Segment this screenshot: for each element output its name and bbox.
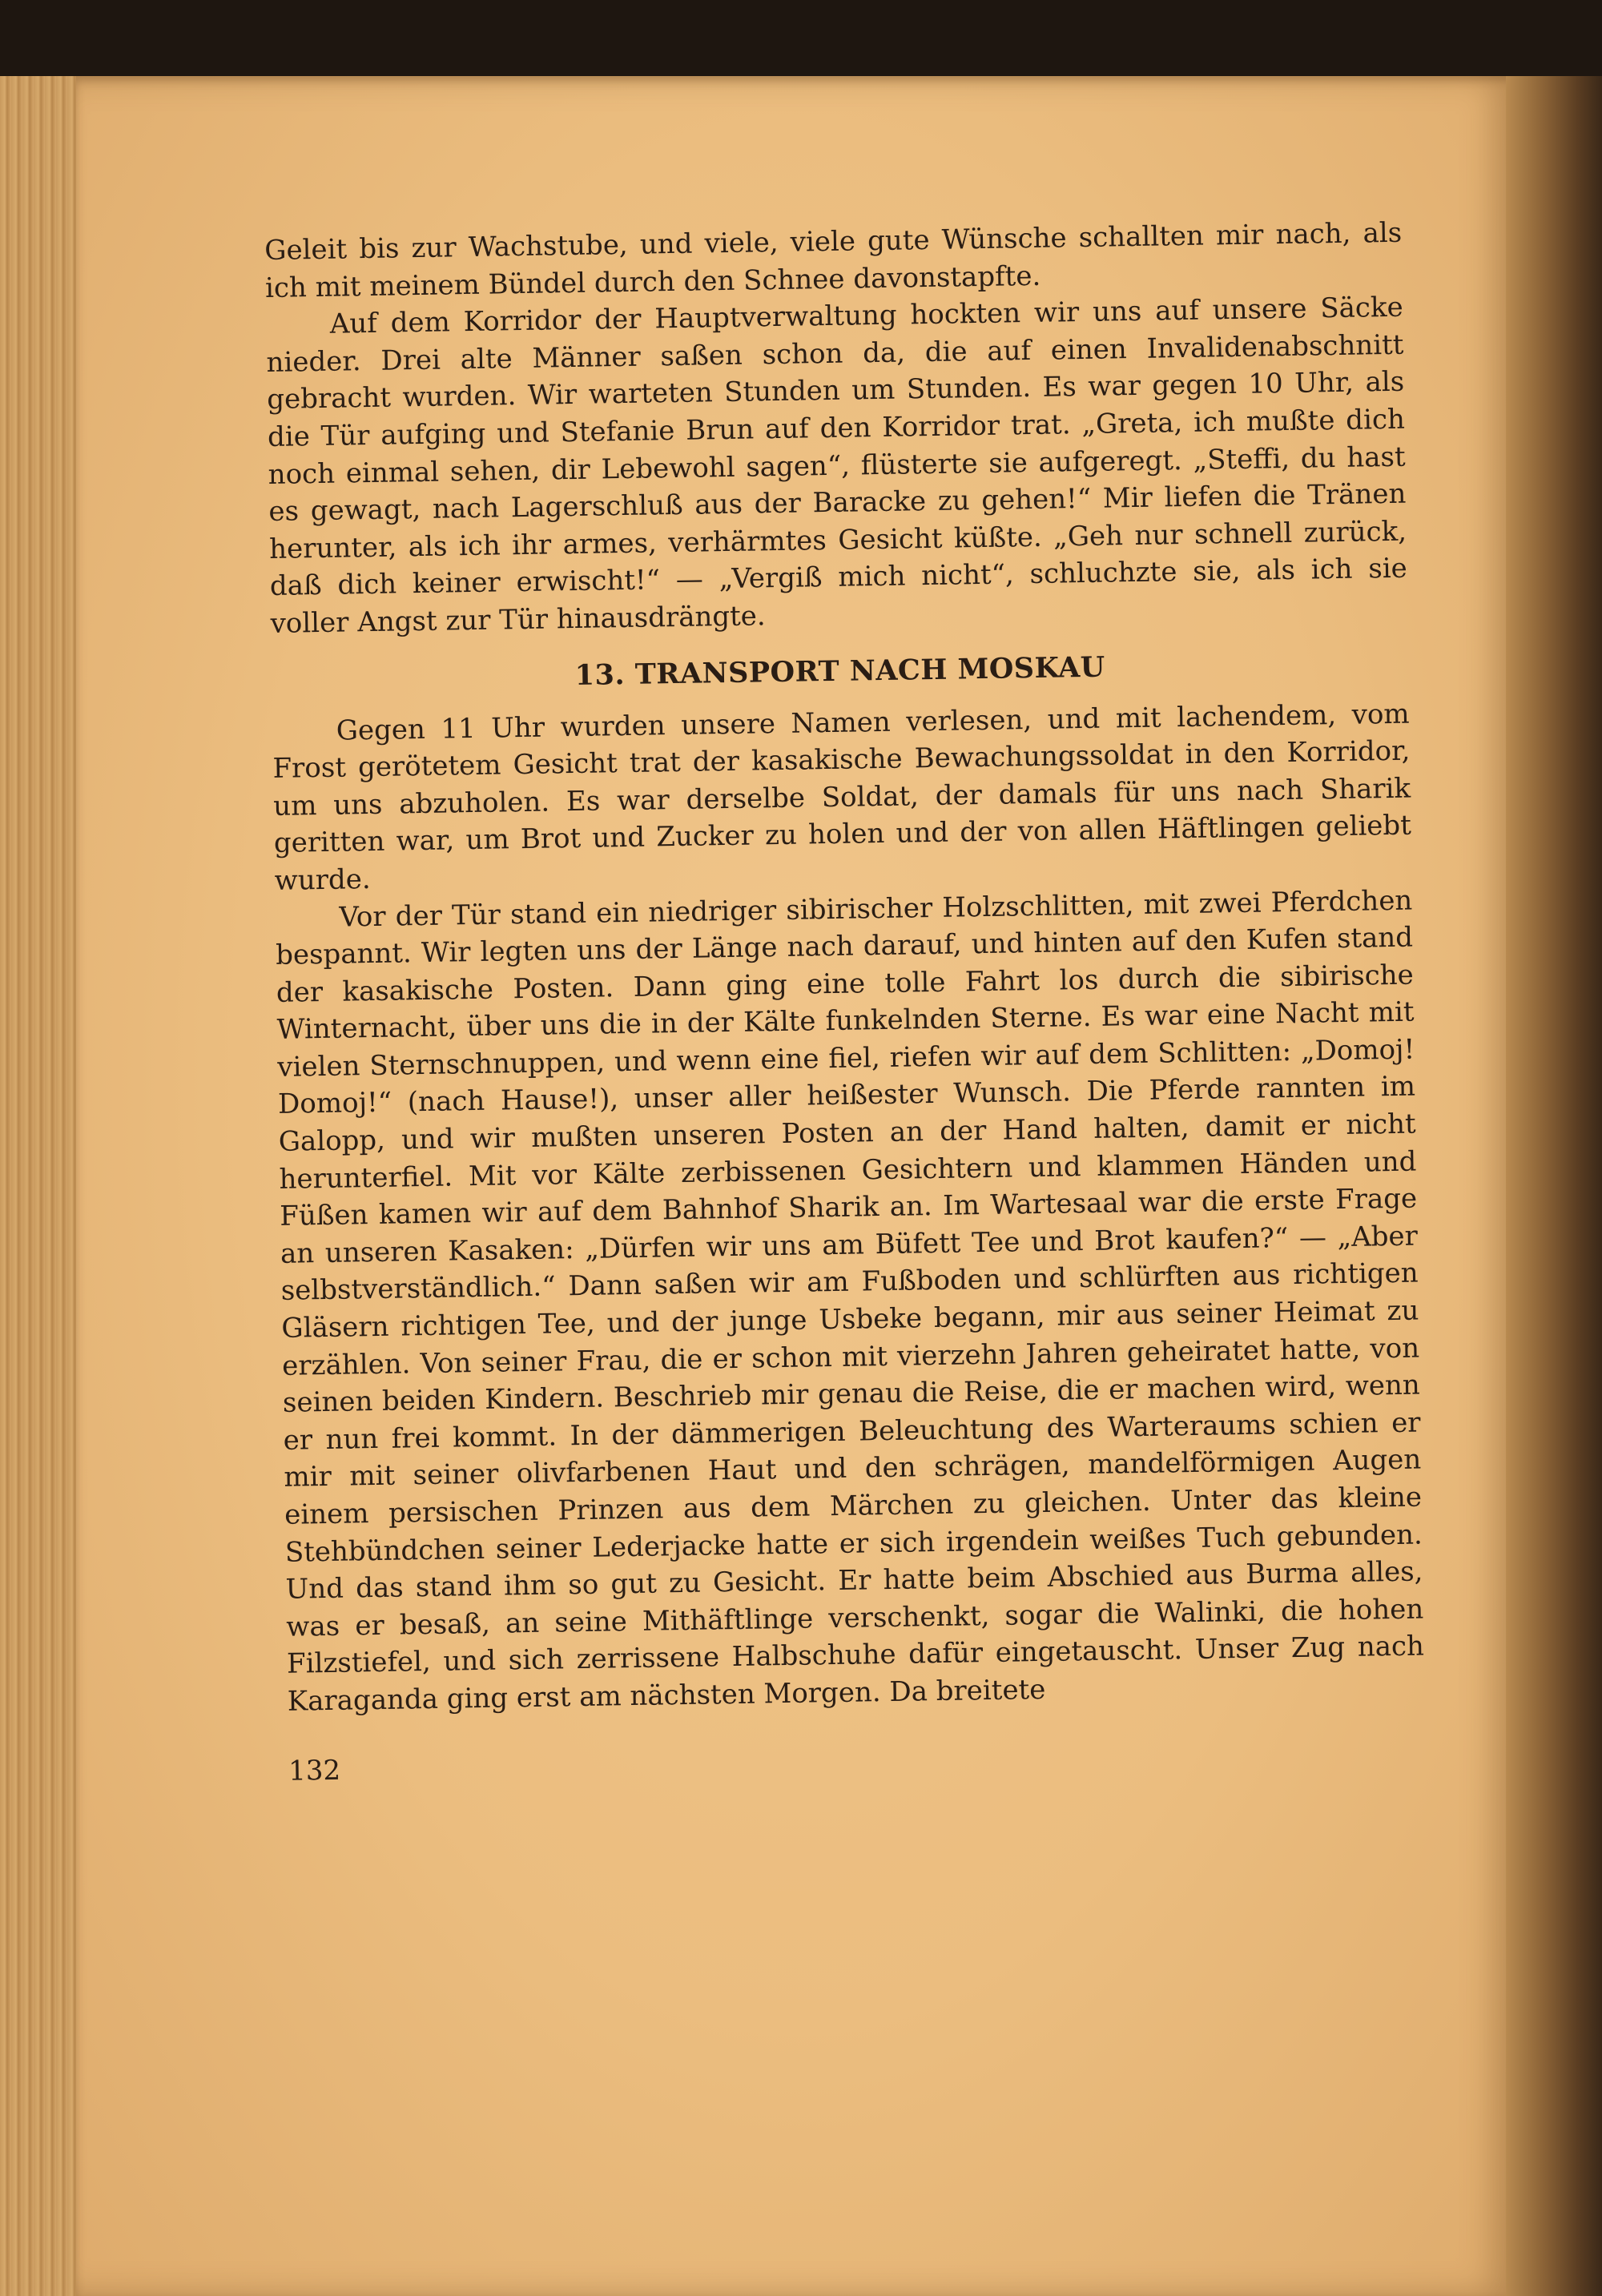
page-number: 132 [288, 1754, 341, 1787]
paragraph-3: Gegen 11 Uhr wurden unsere Namen verlesen, und mit lachendem, vom Frost gerötetem Gesicht trat der kasakische Bewachungssoldat in den Korridor, um uns abzuholen. Es war derselbe Soldat, der damals für uns nach Sharik geritten war, um Brot und Zucker zu holen und der von allen Häftlingen geliebt wurde. [272, 698, 1412, 897]
page-text [264, 215, 1426, 1790]
paragraph-2: Auf dem Korridor der Hauptverwaltung hockten wir uns auf unsere Säcke nieder. Drei alte Männer saßen schon da, die auf einen Invalidenabschnitt gebracht wurden. Wir warteten Stunden um Stunden. Es war gegen 10 Uhr, als die Tür aufging und Stefanie Brun auf den Korridor trat. „Greta, ich mußte dich noch einmal sehen, dir Lebewohl sagen“, flüsterte sie aufgeregt. „Steffi, du hast es gewagt, nach Lagerschluß aus der Baracke zu gehen!“ Mir liefen die Tränen herunter, als ich ihr armes, verhärmtes Gesicht küßte. „Geh nur schnell zurück, daß dich keiner erwischt!“ — „Vergiß mich nicht“, schluchzte sie, als ich sie voller Angst zur Tür hinausdrängte. [266, 291, 1408, 640]
paragraph-1: Geleit bis zur Wachstube, und viele, viele gute Wünsche schallten mir nach, als ich mit meinem Bündel durch den Schnee davonstapfte. [264, 216, 1403, 304]
book-gutter [1506, 76, 1602, 2296]
chapter-heading: 13. TRANSPORT NACH MOSKAU [574, 650, 1106, 692]
paragraph-4: Vor der Tür stand ein niedriger sibirischer Holzschlitten, mit zwei Pferdchen bespannt. Wir legten uns der Länge nach darauf, und hinten auf den Kufen stand der kasakische Posten. Dann ging eine tolle Fahrt los durch die sibirische Winternacht, über uns die in der Kälte funkelnden Sterne. Es war eine Nacht mit vielen Sternschnuppen, und wenn eine fiel, riefen wir auf dem Schlitten: „Domoj! Domoj!“ (nach Hause!), unser aller heißester Wunsch. Die Pferde rannten im Galopp, und wir mußten unseren Posten an der Hand halten, damit er nicht herunterfiel. Mit vor Kälte zerbissenen Gesichtern und klammen Händen und Füßen kamen wir auf dem Bahnhof Sharik an. Im Wartesaal war die erste Frage an unseren Kasaken: „Dürfen wir uns am Büfett Tee und Brot kaufen?“ — „Aber selbstverständlich.“ Dann saßen wir am Fußboden und schlürften aus richtigen Gläsern richtigen Tee, und der junge Usbeke begann, mir aus seiner Heimat zu erzählen. Von seiner Frau, die er schon mit vierzehn Jahren geheiratet hatte, von seinen beiden Kindern. Beschrieb mir genau die Reise, die er machen wird, wenn er nun frei kommt. In der dämmerigen Beleuchtung des Warteraums schien er mir mit seiner olivfarbenen Haut und den schrägen, mandelförmigen Augen einem persischen Prinzen aus dem Märchen zu gleichen. Unter das kleine Stehbündchen seiner Lederjacke hatte er sich irgendein weißes Tuch gebunden. Und das stand ihm so gut zu Gesicht. Er hatte beim Abschied aus Burma alles, was er besaß, an seine Mithäftlinge verschenkt, sogar die Walinki, die hohen Filzstiefel, und sich zerrissene Halbschuhe dafür eingetauscht. Unser Zug nach Karaganda ging erst am nächsten Morgen. Da breitete [275, 884, 1425, 1718]
